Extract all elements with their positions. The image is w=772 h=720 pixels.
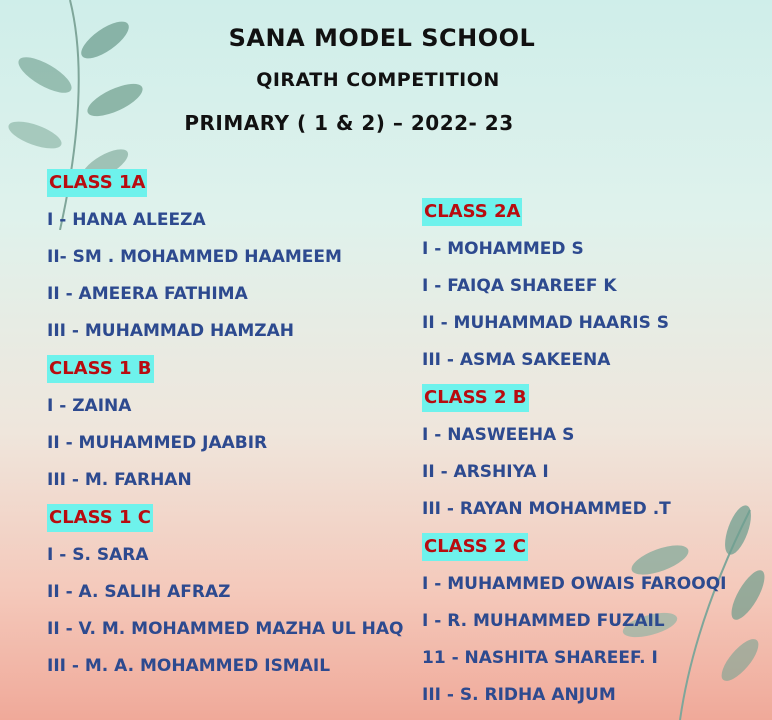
class-heading: CLASS 2 C (422, 533, 528, 561)
class-group (422, 384, 726, 522)
winner-entry: I - NASWEEHA S (422, 425, 575, 445)
class-group (47, 504, 404, 679)
class-group (47, 355, 404, 493)
right-column (422, 198, 726, 719)
class-heading: CLASS 1A (47, 169, 147, 197)
winner-entry: III - M. A. MOHAMMED ISMAIL (47, 656, 331, 676)
winner-entry: II - V. M. MOHAMMED MAZHA UL HAQ (47, 619, 404, 639)
winner-entry: I - MUHAMMED OWAIS FAROOQI (422, 574, 727, 594)
class-heading: CLASS 2 B (422, 384, 529, 412)
class-heading: CLASS 2A (422, 198, 522, 226)
winner-entry: I - MOHAMMED S (422, 239, 584, 259)
category-title: PRIMARY ( 1 & 2) – 2022- 23 (184, 111, 514, 135)
winner-entry: II - A. SALIH AFRAZ (47, 582, 231, 602)
winner-entry: I - R. MUHAMMED FUZAIL (422, 611, 665, 631)
winner-entry: II - MUHAMMED JAABIR (47, 433, 268, 453)
winner-entry: III - RAYAN MOHAMMED .T (422, 499, 671, 519)
winner-entry: I - FAIQA SHAREEF K (422, 276, 617, 296)
class-heading: CLASS 1 B (47, 355, 154, 383)
class-group (422, 533, 726, 708)
winner-entry: III - MUHAMMAD HAMZAH (47, 321, 295, 341)
winner-entry: III - S. RIDHA ANJUM (422, 685, 616, 705)
winner-entry: III - ASMA SAKEENA (422, 350, 611, 370)
winner-entry: I - HANA ALEEZA (47, 210, 206, 230)
winner-entry: II - AMEERA FATHIMA (47, 284, 248, 304)
winner-entry: II - MUHAMMAD HAARIS S (422, 313, 670, 333)
event-title: QIRATH COMPETITION (256, 69, 500, 91)
winner-entry: I - ZAINA (47, 396, 132, 416)
winner-entry: II- SM . MOHAMMED HAAMEEM (47, 247, 342, 267)
winner-entry: III - M. FARHAN (47, 470, 192, 490)
winner-entry: II - ARSHIYA I (422, 462, 549, 482)
class-group (422, 198, 726, 373)
winner-entry: 11 - NASHITA SHAREEF. I (422, 648, 658, 668)
class-heading: CLASS 1 C (47, 504, 153, 532)
winner-entry: I - S. SARA (47, 545, 149, 565)
left-column (47, 169, 404, 690)
class-group (47, 169, 404, 344)
school-title: SANA MODEL SCHOOL (228, 24, 536, 52)
